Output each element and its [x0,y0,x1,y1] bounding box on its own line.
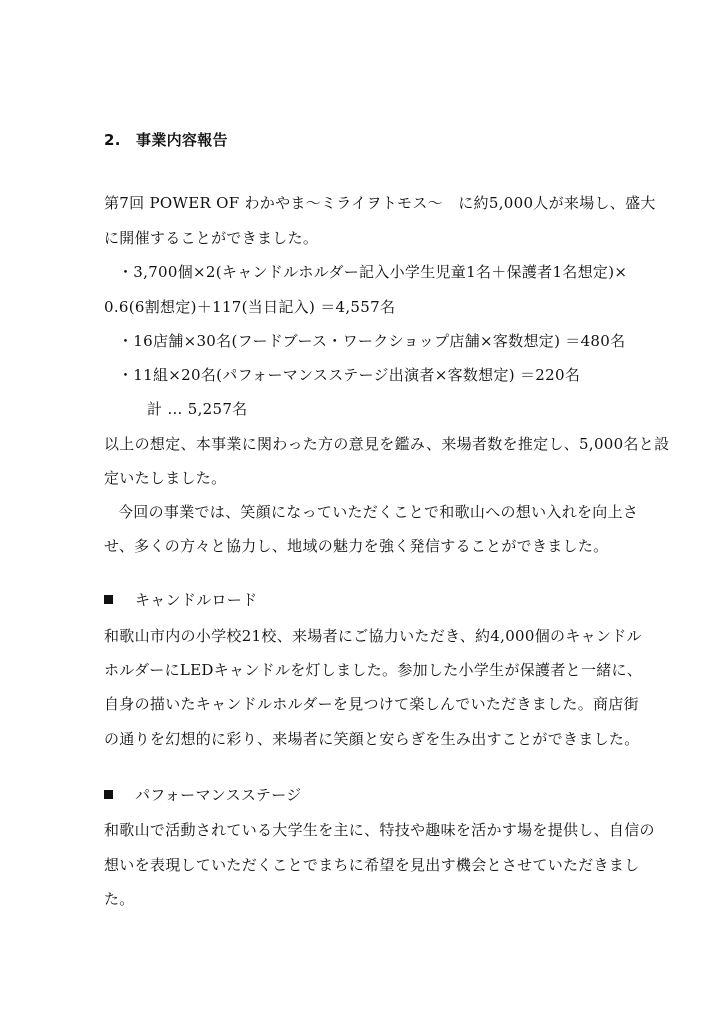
breakdown-total: 計 … 5,257名 [147,400,248,418]
square-bullet-icon [104,790,113,799]
performance-stage-line-3: た。 [104,890,135,908]
breakdown-item1-line-1: ・3,700個×2(キャンドルホルダー記入小学生児童1名＋保護者1名想定)× [118,263,628,281]
candle-road-heading-text: キャンドルロード [135,591,258,609]
breakdown-item2: ・16店舗×30名(フードブース・ワークショップ店舗×客数想定) ＝480名 [118,332,626,350]
candle-road-line-4: の通りを幻想的に彩り、来場者に笑顔と安らぎを生み出すことができました。 [104,730,640,748]
candle-road-line-3: 自身の描いたキャンドルホルダーを見つけて楽しんでいただきました。商店街 [104,695,639,713]
candle-road-line-1: 和歌山市内の小学校21校、来場者にご協力いただき、約4,000個のキャンドル [104,627,642,645]
performance-stage-line-1: 和歌山で活動されている大学生を主に、特技や趣味を活かす場を提供し、自信の [104,821,655,839]
candle-road-line-2: ホルダーにLEDキャンドルを灯しました。参加した小学生が保護者と一緒に、 [104,661,643,679]
candle-road-heading [104,590,257,610]
summary-line-2: せ、多くの方々と協力し、地域の魅力を強く発信することができました。 [104,537,609,555]
estimate-line-1: 以上の想定、本事業に関わった方の意見を鑑み、来場者数を推定し、5,000名と設 [104,435,670,453]
intro-line-1: 第7回 POWER OF わかやま～ミライヲトモス～ に約5,000人が来場し、盛大 [104,194,656,212]
performance-stage-line-2: 想いを表現していただくことでまちに希望を見出す機会とさせていただきまし [104,856,640,874]
estimate-line-2: 定いたしました。 [104,469,227,487]
breakdown-item3: ・11組×20名(パフォーマンスステージ出演者×客数想定) ＝220名 [118,366,581,384]
intro-line-2: に開催することができました。 [104,229,319,247]
square-bullet-icon [104,595,113,604]
performance-stage-heading [104,785,302,805]
performance-stage-heading-text: パフォーマンスステージ [135,786,302,804]
breakdown-item1-line-2: 0.6(6割想定)＋117(当日記入) ＝4,557名 [104,298,396,316]
section-title: 2. 事業内容報告 [104,131,228,149]
summary-line-1: 今回の事業では、笑顔になっていただくことで和歌山への想い入れを向上さ [118,503,639,521]
